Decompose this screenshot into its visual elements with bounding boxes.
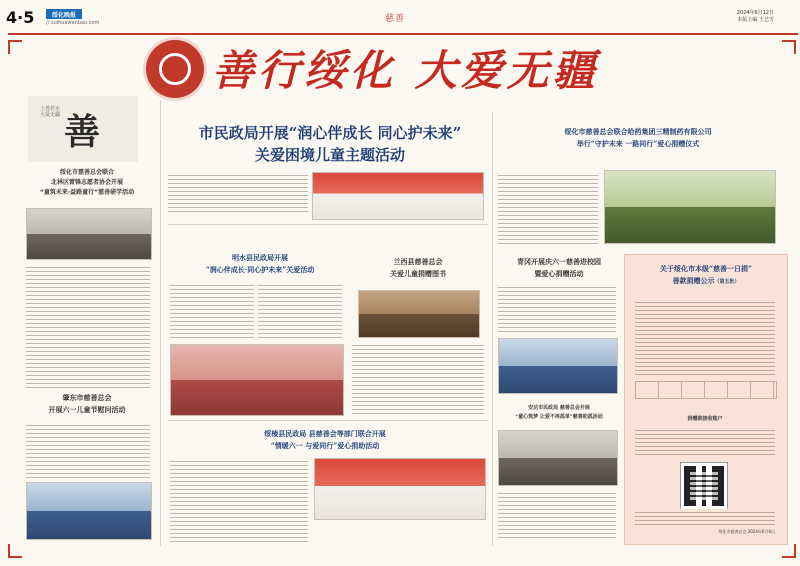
page-number: 4·5 [6,8,35,27]
story-title-zhaodong: 肇东市慈善总会 开展六一儿童节慰问活动 [48,394,126,414]
column-divider-right [492,112,493,546]
qr-code-icon [681,463,727,509]
left-column [18,90,156,550]
story-body-lanxi [352,342,484,414]
page-meta [737,10,774,24]
shan-note: 上善若水 大爱无疆 [40,106,61,118]
photo-lanxi-books [358,290,480,338]
photo-anda-orphans [498,430,618,486]
story-body-mingshui-1 [170,282,254,338]
main-story-body [168,172,308,214]
designer-name: 王艺雪 [758,17,774,23]
story-body-zhaodong [26,422,150,478]
notice-footer: 绥化市慈善总会 2024年6月6日 [718,529,775,534]
frame-corner-tr [782,40,796,54]
shan-character: 善 [64,111,101,153]
editor-label: 本版主编 [737,17,758,23]
photo-mingshui-activity [170,344,344,416]
story-title-suiling: 绥棱县民政局 县慈善会等部门联合开展 “情暖六一 与爱同行”爱心捐助活动 [264,429,386,450]
photo-hayao-ceremony [604,170,776,244]
notice-note [635,509,775,525]
issue-date: 2024年6月12日 [736,10,774,16]
paper-logo: 绥化晚报 [46,9,82,19]
story-title-hayao-donation: 绥化市慈善总会联合哈药集团三精制药有限公司 举行“守护未来 一路同行”爱心捐赠仪式 [564,127,712,148]
story-title-qinggang: 青冈开展庆六一慈善进校园 暨爱心捐赠活动 [517,257,601,278]
page-headline: 善行绥化 大爱无疆 [212,46,599,95]
frame-corner-br [782,544,796,558]
frame-corner-tl [8,40,22,54]
photo-zhaodong-children [26,482,152,540]
row-divider-main [168,224,488,225]
column-divider-left [160,100,161,546]
notice-account-details [635,427,775,457]
row-divider-middle [168,420,488,421]
story-body-suiling [170,458,308,542]
donation-notice-box [624,254,788,545]
notice-account-heading: 捐赠款接收账户 [687,416,723,422]
donation-table [635,381,777,399]
shan-calligraphy [28,96,138,162]
paper-url: // suihuawanbao.com [46,20,100,26]
story-body-anda [498,490,616,540]
story-title-lanxi: 兰西县慈善总会 关爱儿童捐赠图书 [390,257,446,278]
notice-body [635,299,775,375]
photo-suiling-activity [314,458,486,520]
story-title-mingshui: 明水县民政局开展 “润心伴成长·同心护未来”关爱活动 [205,253,315,274]
photo-research-activity [26,208,152,260]
story-title-suihua-research: 绥化市慈善总会联合 北林区雷锋志愿者协会开展 “童筑未来·益路童行”慈善研学活动 [39,169,135,196]
story-body-research [26,264,150,388]
story-title-anda: 安达市民政局 慈善总会开展 “童心筑梦 让爱不再孤单”慈善助孤活动 [515,405,603,420]
story-body-hayao [498,172,598,244]
section-label: 慈善 [385,14,406,24]
story-body-mingshui-2 [258,282,342,338]
page-header [0,0,800,30]
story-body-qinggang [498,284,616,334]
photo-main-story [312,172,484,220]
main-story-title: 市民政局开展“润心伴成长 同心护未来” 关爱困境儿童主题活动 [198,124,462,164]
notice-title: 关于绥化市本级“慈善一日捐” 善款捐赠公示（第五批） [659,264,753,285]
photo-qinggang-school [498,338,618,394]
header-divider [8,33,798,35]
